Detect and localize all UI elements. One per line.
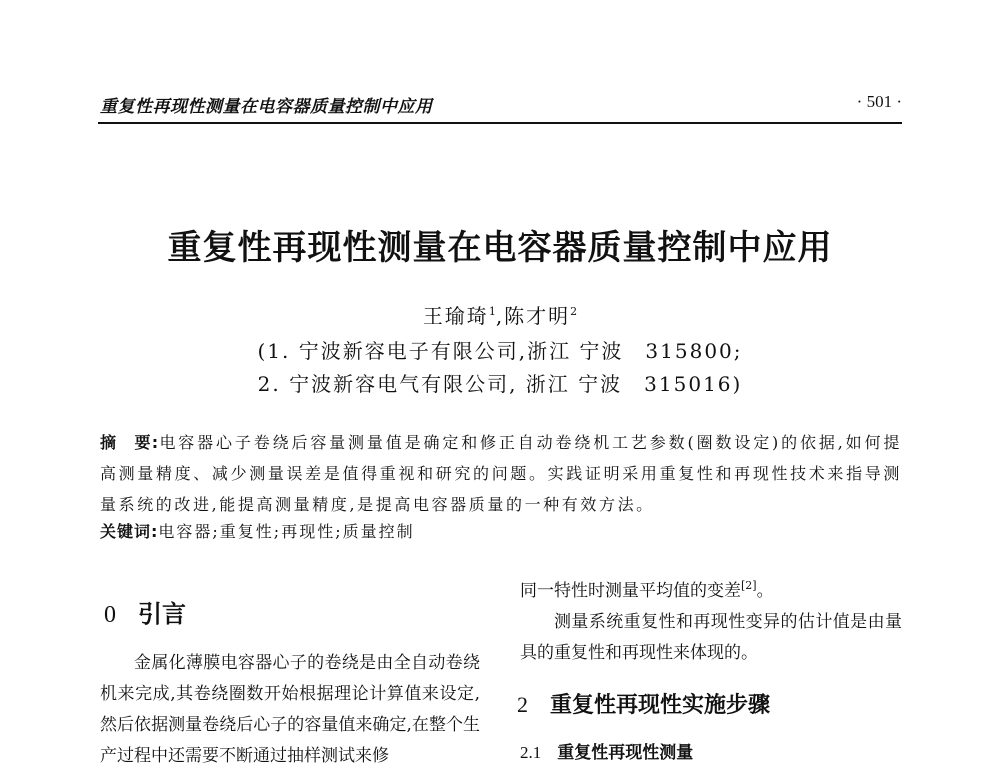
section-heading-2 <box>517 688 770 719</box>
section-heading-0 <box>104 594 186 629</box>
keywords-label: 关键词: <box>100 522 159 541</box>
right-paragraph: 测量系统重复性和再现性变异的估计值是由量具的重复性和再现性来体现的。 <box>520 612 902 663</box>
keywords-text: 电容器;重复性;再现性;质量控制 <box>158 522 415 541</box>
author-2-name: 陈才明 <box>504 304 571 328</box>
subsection-number: 2.1 <box>520 743 542 762</box>
author-2-affil-mark: 2 <box>570 305 578 318</box>
section-number: 2 <box>517 692 528 717</box>
intro-paragraph: 金属化薄膜电容器心子的卷绕是由全自动卷绕机来完成,其卷绕圈数开始根据理论计算值来设定,然后依据测量卷绕后心子的容量值来确定,在整个生产过程中还需要不断通过抽样测试来修 <box>100 653 480 766</box>
page-number-text: · 501 · <box>856 92 902 111</box>
author-1-name: 王瑜琦 <box>422 304 489 328</box>
affiliation-2: 2. 宁波新容电气有限公司, 浙江 宁波 315016) <box>257 372 743 396</box>
subsection-title: 重复性再现性测量 <box>557 743 694 763</box>
citation-ref: [2] <box>741 579 757 592</box>
abstract-label: 摘 要: <box>100 433 160 452</box>
subsection-heading-2-1 <box>520 738 693 763</box>
running-header-title: 重复性再现性测量在电容器质量控制中应用 <box>100 97 433 117</box>
section-title: 引言 <box>138 600 186 628</box>
author-separator: , <box>495 304 505 328</box>
continuation-text: 同一特性时测量平均值的变差 <box>520 581 741 601</box>
header-rule <box>98 122 902 124</box>
page-number <box>857 92 902 112</box>
abstract-text: 电容器心子卷绕后容量测量值是确定和修正自动卷绕机工艺参数(圈数设定)的依据,如何提高测量精度、减少测量误差是值得重视和研究的问题。实践证明采用重复性和再现性技术来指导测量系统的改进,能提高测量精度,是提高电容器质量的一种有效方法。 <box>100 433 903 514</box>
paper-title: 重复性再现性测量在电容器质量控制中应用 <box>167 228 833 268</box>
affiliation-1: (1. 宁波新容电子有限公司,浙江 宁波 315800; <box>257 339 743 363</box>
right-column-body <box>520 570 902 669</box>
author-1-affil-mark: 1 <box>488 305 496 318</box>
section-title: 重复性再现性实施步骤 <box>550 693 771 718</box>
continuation-end: 。 <box>756 581 774 601</box>
authors <box>0 300 1000 329</box>
right-continuation-line <box>520 570 902 607</box>
left-column-body <box>100 648 480 772</box>
abstract <box>100 427 902 520</box>
keywords <box>100 519 415 542</box>
section-number: 0 <box>104 602 116 628</box>
